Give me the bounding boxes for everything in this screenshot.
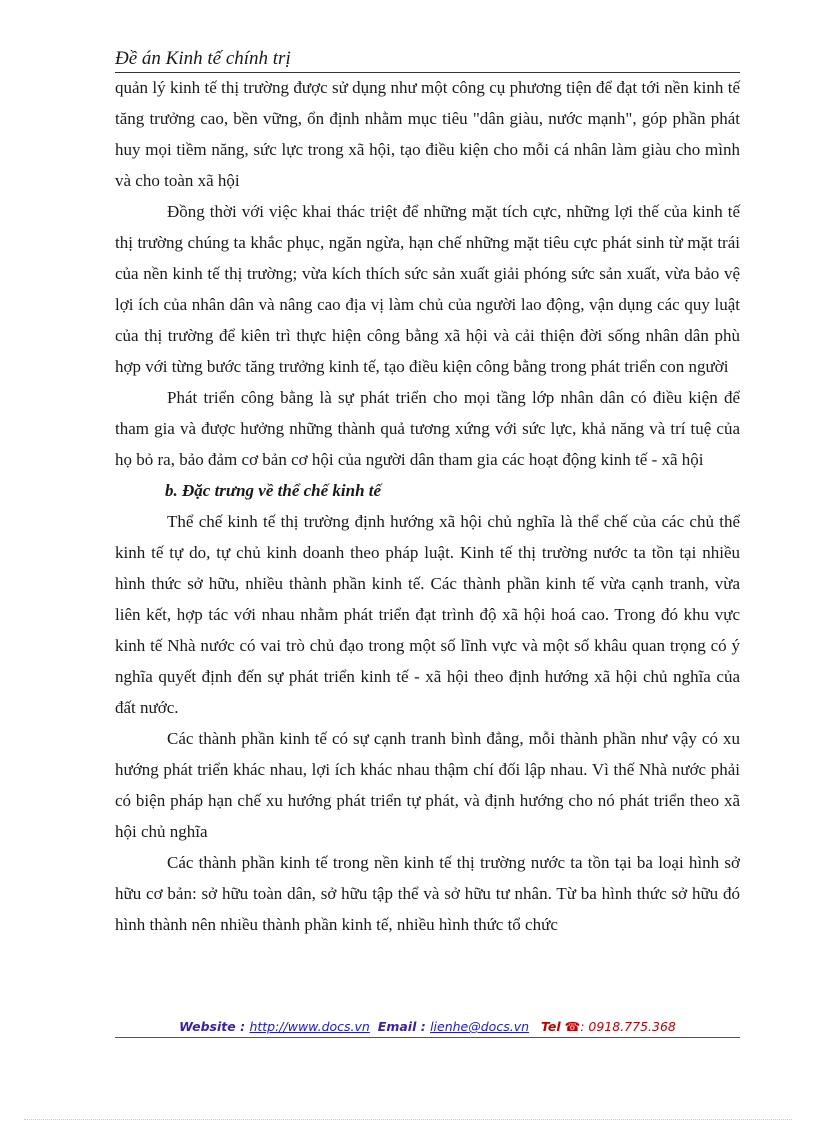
footer-email-separator: : — [416, 1019, 431, 1034]
page-edge-divider — [24, 1119, 792, 1120]
paragraph-exploitation: Đồng thời với việc khai thác triệt để những mặt tích cực, những lợi thế của kinh tế thị trường chúng ta khắc phục, ngăn ngừa, hạn chế những mặt tiêu cực phát sinh từ mặt trái của nền kinh tế thị trường; vừa kích thích sức sản xuất giải phóng sức sản xuất, vừa bảo vệ lợi ích của nhân dân và nâng cao địa vị làm chủ của người lao động, vận dụng các quy luật của thị trường để kiên trì thực hiện công bằng xã hội và cải thiện đời sống nhân dân phù hợp với từng bước tăng trưởng kinh tế, tạo điều kiện công bằng trong phát triển con người — [115, 202, 740, 376]
paragraph-equitable-development: Phát triển công bằng là sự phát triển cho mọi tầng lớp nhân dân có điều kiện để tham gia và được hưởng những thành quả tương xứng với sức lực, khả năng và trí tuệ của họ bỏ ra, bảo đảm cơ bản cơ hội của người dân tham gia các hoạt động kinh tế - xã hội — [115, 388, 740, 469]
footer-website-link[interactable]: http://www.docs.vn — [249, 1019, 370, 1034]
header-title: Đề án Kinh tế chính trị — [115, 48, 291, 69]
footer-email-link[interactable]: lienhe@docs.vn — [430, 1019, 530, 1034]
footer-email-label: Email — [377, 1019, 417, 1034]
phone-icon: ☎ — [564, 1019, 581, 1034]
paragraph-continuation: quản lý kinh tế thị trường được sử dụng như một công cụ phương tiện để đạt tới nền kinh tế tăng trưởng cao, bền vững, ổn định nhằm mục tiêu "dân giàu, nước mạnh", góp phần phát huy mọi tiềm năng, sức lực trong xã hội, tạo điều kiện cho mỗi cá nhân làm giàu cho mình và cho toàn xã hội — [115, 78, 740, 190]
paragraph-competition: Các thành phần kinh tế có sự cạnh tranh bình đẳng, mỗi thành phần như vậy có xu hướng phát triển khác nhau, lợi ích khác nhau thậm chí đối lập nhau. Vì thế Nhà nước phải có biện pháp hạn chế xu hướng phát triển tự phát, và định hướng cho nó phát triển theo xã hội chủ nghĩa — [115, 729, 740, 841]
footer-phone-number: : 0918.775.368 — [580, 1019, 676, 1034]
section-heading: b. Đặc trưng về thể chế kinh tế — [165, 481, 382, 500]
paragraph-institution: Thể chế kinh tế thị trường định hướng xã hội chủ nghĩa là thể chế của các chủ thể kinh tế tự do, tự chủ kinh doanh theo pháp luật. Kinh tế thị trường nước ta tồn tại nhiều hình thức sở hữu, nhiều thành phần kinh tế. Các thành phần kinh tế vừa cạnh tranh, vừa liên kết, hợp tác với nhau nhằm phát triển đạt trình độ xã hội hoá cao. Trong đó khu vực kinh tế Nhà nước có vai trò chủ đạo trong một số lĩnh vực và một số khâu quan trọng có ý nghĩa quyết định đến sự phát triển kinh tế - xã hội theo định hướng xã hội chủ nghĩa của đất nước. — [115, 512, 740, 717]
footer-website-label: Website — [179, 1019, 236, 1034]
footer-tel-label: Tel — [540, 1019, 561, 1034]
document-footer — [115, 1018, 740, 1038]
paragraph-ownership: Các thành phần kinh tế trong nền kinh tế thị trường nước ta tồn tại ba loại hình sở hữu cơ bản: sở hữu toàn dân, sở hữu tập thể và sở hữu tư nhân. Từ ba hình thức sở hữu đó hình thành nên nhiều thành phần kinh tế, nhiều hình thức tổ chức — [115, 853, 740, 934]
footer-website-separator: : — [235, 1019, 250, 1034]
document-body — [115, 72, 740, 940]
document-header — [115, 47, 740, 73]
